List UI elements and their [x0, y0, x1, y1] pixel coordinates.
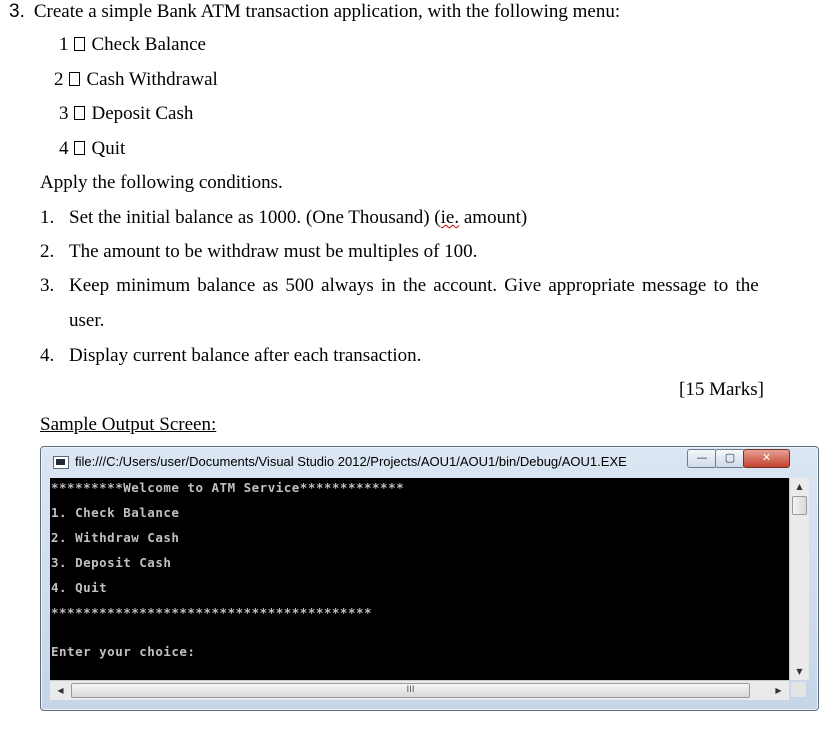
maximize-button[interactable]: ▢ [715, 449, 745, 468]
console-output[interactable] [50, 478, 789, 680]
vertical-scrollbar[interactable] [789, 478, 809, 680]
condition-item: 3. Keep minimum balance as 500 always in the account. Give appropriate message to the user. [40, 275, 759, 331]
console-line: 1. Check Balance [51, 505, 180, 520]
sample-output-heading: Sample Output Screen: [40, 414, 217, 435]
menu-item: 3 Deposit Cash [59, 103, 194, 124]
console-line: 4. Quit [51, 580, 108, 595]
console-line: **************************************** [51, 605, 373, 620]
conditions-intro: Apply the following conditions. [40, 172, 283, 193]
question-title [9, 0, 620, 24]
console-line: *********Welcome to ATM Service************* [51, 480, 405, 495]
console-window [40, 446, 819, 711]
scroll-down-arrow-icon[interactable]: ▼ [796, 667, 803, 676]
window-title: file:///C:/Users/user/Documents/Visual Studio 2012/Projects/AOU1/AOU1/bin/Debug/AOU1.EXE [75, 454, 627, 469]
spellcheck-word: ie. [440, 207, 460, 228]
question-number: 3. [9, 1, 25, 22]
console-line: 2. Withdraw Cash [51, 530, 180, 545]
question-text: Create a simple Bank ATM transaction application, with the following menu: [33, 1, 621, 22]
console-app-icon [53, 456, 69, 469]
minimize-button[interactable]: — [687, 449, 717, 468]
window-titlebar[interactable] [41, 447, 818, 477]
menu-item: 2 Cash Withdrawal [54, 69, 218, 90]
condition-item: 1. Set the initial balance as 1000. (One Thousand) (ie. amount) [40, 207, 528, 228]
checkbox-glyph-icon [69, 72, 80, 86]
vertical-scroll-thumb[interactable] [792, 496, 807, 515]
console-line: Enter your choice: [51, 644, 196, 659]
condition-item: 2. The amount to be withdraw must be multiples of 100. [40, 241, 478, 262]
checkbox-glyph-icon [74, 106, 85, 120]
close-button[interactable]: ✕ [743, 449, 790, 468]
scroll-up-arrow-icon[interactable]: ▲ [796, 482, 803, 491]
console-line: 3. Deposit Cash [51, 555, 172, 570]
menu-item: 1 Check Balance [59, 34, 206, 55]
scroll-right-arrow-icon[interactable]: ▶ [775, 686, 782, 695]
marks-label: [15 Marks] [679, 379, 764, 400]
resize-grip-icon[interactable] [791, 682, 806, 697]
condition-item: 4. Display current balance after each transaction. [40, 345, 422, 366]
horizontal-scrollbar[interactable] [50, 680, 789, 700]
menu-item: 4 Quit [59, 138, 126, 159]
checkbox-glyph-icon [74, 37, 85, 51]
horizontal-scroll-thumb[interactable]: III [71, 683, 750, 698]
scroll-left-arrow-icon[interactable]: ◀ [57, 686, 64, 695]
checkbox-glyph-icon [74, 141, 85, 155]
